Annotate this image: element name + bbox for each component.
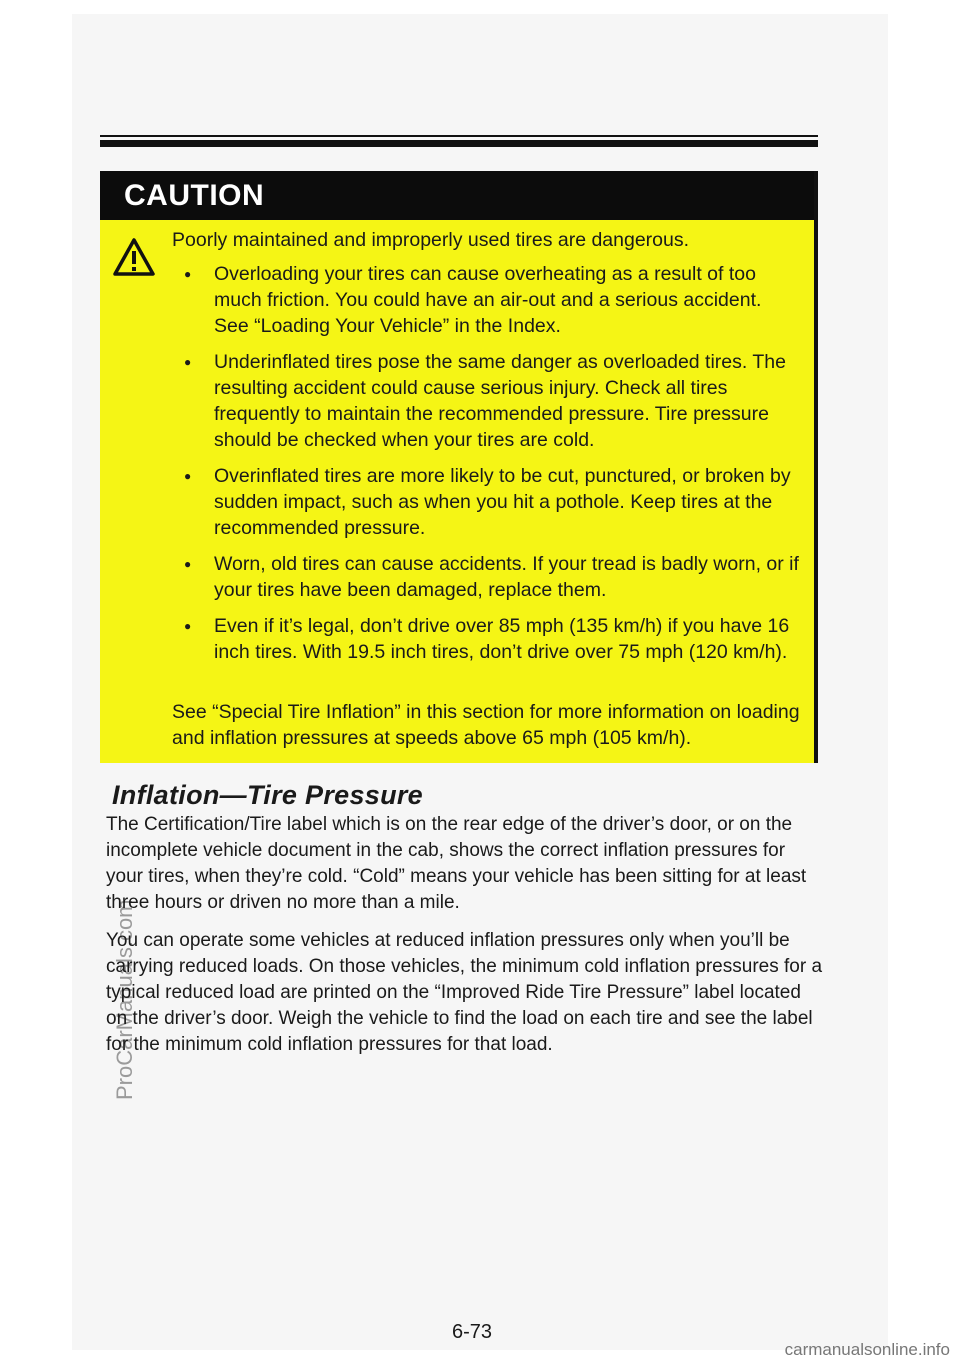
watermark: ProCarManuals.com	[112, 899, 137, 1100]
caution-see-note: See “Special Tire Inflation” in this section for more information on loading and inflation pressures at speeds above 65 mph (105 km/h).	[172, 701, 800, 749]
caution-bullet: ● Overinflated tires are more likely to be cut, punctured, or broken by sudden impact, such as when you hit a pothole. Keep tires at the recommended pressure.	[180, 463, 800, 541]
page-number: 6-73	[452, 1321, 493, 1343]
section-title: Inflation—Tire Pressure	[112, 780, 423, 810]
caution-bullet: ● Even if it’s legal, don’t drive over 85 mph (135 km/h) if you have 16 inch tires. With 19.5 inch tires, don’t drive over 75 mph (120 km/h).	[180, 613, 800, 665]
caution-header	[100, 171, 814, 220]
warning-triangle-icon	[112, 237, 156, 282]
caution-bullet: ● Overloading your tires can cause overheating as a result of too much friction. You could have an air-out and a serious accident. See “Loading Your Vehicle” in the Index.	[180, 261, 800, 339]
body-paragraph: You can operate some vehicles at reduced inflation pressures only when you’ll be carrying reduced loads. On those vehicles, the minimum cold inflation pressures for a typical reduced load are printed on the “Improved Ride Tire Pressure” label located on the driver’s door. Weigh the vehicle to find the load on each tire and see the label for the minimum cold inflation pressures for that load.	[106, 930, 823, 1055]
caution-intro: Poorly maintained and improperly used tires are dangerous.	[172, 229, 690, 251]
caution-box	[100, 171, 818, 763]
caution-bullet: ● Underinflated tires pose the same danger as overloaded tires. The resulting accident could cause serious injury. Check all tires frequently to maintain the recommended pressure. Tire pressure should be checked when your tires are cold.	[180, 349, 800, 453]
site-watermark: carmanualsonline.info	[784, 1340, 950, 1359]
top-rule	[100, 140, 818, 147]
body-paragraph: The Certification/Tire label which is on the rear edge of the driver’s door, or on the incomplete vehicle document in the cab, shows the correct inflation pressures for your tires, when they’re cold. “Cold” means your vehicle has been sitting for at least three hours or driven no more than a mile.	[106, 814, 807, 913]
caution-bullet: ● Worn, old tires can cause accidents. If your tread is badly worn, or if your tires have been damaged, replace them.	[180, 551, 800, 603]
caution-title: CAUTION	[124, 178, 265, 212]
caution-bullet-list	[180, 261, 800, 675]
